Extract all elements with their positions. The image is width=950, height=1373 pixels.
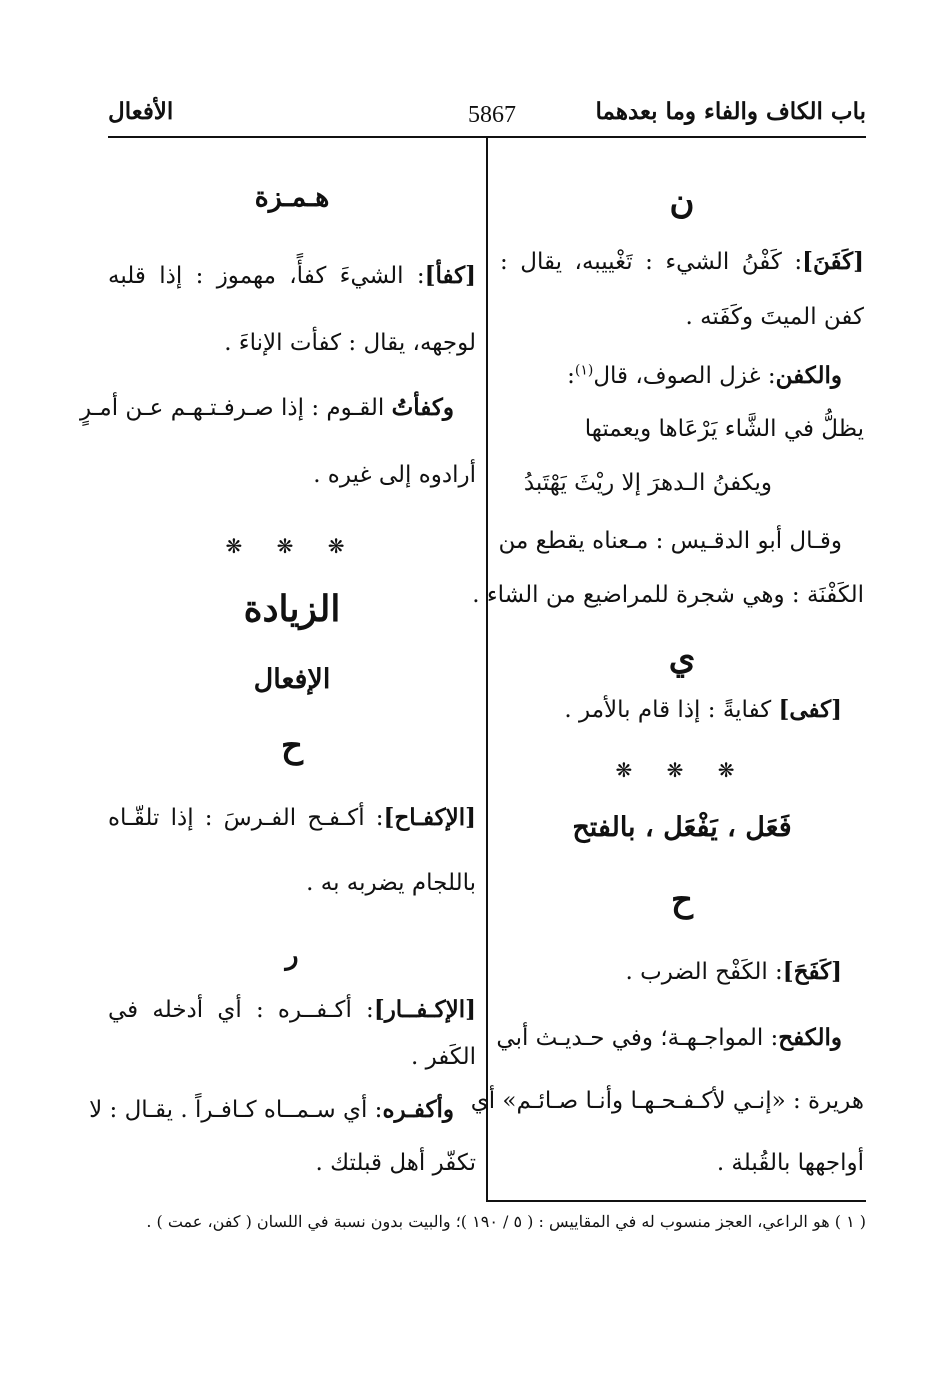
- headword-kafh: والكفح: [778, 1024, 842, 1051]
- section-separator: ❋ ❋ ❋: [225, 534, 359, 558]
- page-header: [108, 98, 866, 138]
- entry-akfarahu-line2: تكفّر أهل قبلتك .: [315, 1150, 476, 1176]
- entry-kafh-line3: أواجهها بالقُبلة .: [716, 1150, 864, 1176]
- afal-heading: الإفعال: [253, 664, 331, 695]
- entry-text: : أي سـمــاه كـافـراً . يقـال : لا: [89, 1097, 383, 1123]
- entry-kafaa-line1: [108, 262, 476, 289]
- entry-text: : أكـفـح الفـرسَ : إذا تلقّـاه: [108, 805, 384, 831]
- headword-kafah: [كَفَحَ]: [782, 958, 842, 985]
- headword-ikfah: [الإكفـاح]: [383, 804, 476, 831]
- entry-kafh-line2: هريرة : «إنـي لأكـفـحـهـا وأنـا صـائـم» أي: [470, 1088, 864, 1114]
- entry-text: : المواجـهـة؛ وفي حـديـث أبي: [496, 1025, 779, 1051]
- abu-daqish-line2: الكَفْنَة : وهي شجرة للمراضيع من الشاء .: [472, 582, 864, 608]
- headword-kafan: [كَفَنَ]: [802, 248, 864, 275]
- footnote-rule: [486, 1200, 866, 1202]
- abu-daqish-line1: وقـال أبو الدقـيس : مـعناه يقطع من: [498, 528, 842, 554]
- footnote: ( ١ ) هو الراعي، العجز منسوب له في المقاييس : ( ٥ / ١٩٠ )؛ والبيت بدون نسبة في اللسان ( كفن، عمت ) .: [146, 1212, 866, 1231]
- headword-kafn: والكفن: [775, 362, 842, 389]
- letter-ra-heading: ر: [285, 940, 299, 971]
- entry-text: : غزل الصوف، قال: [593, 363, 776, 389]
- entry-text: : أكـفــره : أي أدخله في: [108, 997, 374, 1023]
- entry-punct: :: [567, 363, 575, 389]
- chapter-title: باب الكاف والفاء وما بعدهما: [595, 98, 866, 125]
- entry-kafaa-line2: لوجهه، يقال : كفأت الإناءَ .: [224, 330, 476, 356]
- section-separator: ❋ ❋ ❋: [615, 758, 749, 782]
- entry-ikfah-line1: [108, 804, 476, 831]
- letter-ha-heading: ح: [671, 880, 693, 920]
- entry-akfarahu-line1: [89, 1096, 476, 1123]
- headword-ikfar: [الإكـفــار]: [373, 996, 476, 1023]
- letter-noon-heading: ن: [669, 182, 695, 222]
- entry-kafaat-line1: [79, 394, 476, 421]
- verse-line1: يظلُّ في الشَّاء يَرْعَاها ويعمتها: [584, 416, 864, 442]
- column-divider: [486, 138, 488, 1200]
- entry-kafn-wool: [500, 362, 864, 389]
- headword-kafaat: وكفأتُ: [391, 394, 454, 421]
- entry-text: : كَفْنُ الشيء : تَغْييبه، يقال :: [500, 249, 803, 275]
- section-heading-faala: فَعَل ، يَفْعَل ، بالفتح: [572, 812, 792, 843]
- entry-text: : الشيءَ كفأً، مهموز : إذا قلبه: [108, 263, 425, 289]
- entry-text: كفايةً : إذا قام بالأمر .: [564, 697, 772, 723]
- entry-kafah: [500, 958, 864, 985]
- verse-line2: ويكفنُ الـدهرَ إلا ريْثَ يَهْتَبدُ: [523, 470, 772, 496]
- entry-ikfar-line2: الكَفر .: [410, 1044, 476, 1070]
- headword-kafa: [كفى]: [778, 696, 842, 723]
- entry-kafh-line1: [496, 1024, 864, 1051]
- entry-kafaat-line2: أرادوه إلى غيره .: [313, 462, 476, 488]
- ziyada-heading: الزيادة: [243, 588, 341, 630]
- entry-ikfar-line1: [108, 996, 476, 1023]
- footnote-reference: (١): [574, 362, 594, 379]
- letter-ha-heading: ح: [281, 726, 303, 766]
- entry-kafa: [500, 696, 864, 723]
- entry-ikfah-line2: باللجام يضربه به .: [306, 870, 476, 896]
- section-title: الأفعال: [108, 98, 174, 125]
- page-number: 5867: [468, 102, 516, 128]
- entry-kafan-line2: كفن الميتَ وكَفَته .: [685, 304, 864, 330]
- headword-akfarahu: وأكفـره: [382, 1096, 454, 1123]
- entry-kafan-line1: [500, 248, 864, 275]
- entry-text: القـوم : إذا صـرفـتـهـم عـن أمـرٍ: [79, 395, 385, 421]
- hamza-heading: هـمـزة: [254, 182, 330, 213]
- headword-kafaa: [كفأ]: [424, 262, 476, 289]
- entry-text: : الكَفْح الضرب .: [625, 959, 783, 985]
- letter-ya-heading: ي: [668, 638, 696, 678]
